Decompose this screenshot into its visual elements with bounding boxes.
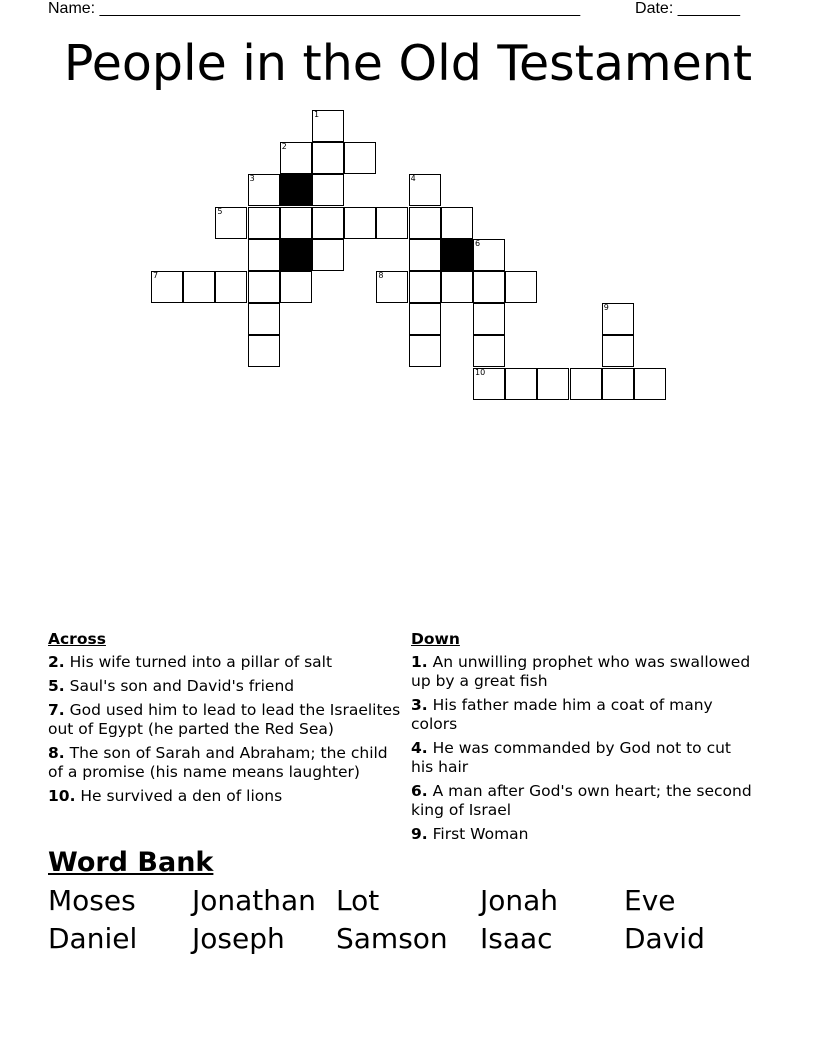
clue-number-label: 5 bbox=[217, 206, 223, 216]
clue-text: A man after God's own heart; the second king of Israel bbox=[411, 782, 752, 819]
name-field-label: Name: ______________________________________________________ bbox=[48, 0, 581, 17]
page-title: People in the Old Testament bbox=[63, 35, 753, 92]
crossword-block bbox=[280, 174, 312, 206]
crossword-cell[interactable] bbox=[505, 368, 537, 400]
clue-number-label: 2 bbox=[281, 142, 287, 152]
clue-number: 4. bbox=[411, 739, 428, 757]
crossword-cell[interactable] bbox=[602, 335, 634, 367]
crossword-cell[interactable] bbox=[312, 239, 344, 271]
across-clue-7 bbox=[48, 701, 403, 739]
clue-number: 10. bbox=[48, 787, 76, 805]
crossword-cell[interactable] bbox=[473, 303, 505, 335]
crossword-cell[interactable] bbox=[409, 271, 441, 303]
clue-text: He survived a den of lions bbox=[80, 787, 283, 805]
word-bank-word: Daniel bbox=[48, 922, 138, 955]
crossword-cell[interactable] bbox=[634, 368, 666, 400]
clue-text: An unwilling prophet who was swallowed up by a great fish bbox=[411, 653, 751, 690]
clue-number: 1. bbox=[411, 653, 428, 671]
crossword-block bbox=[441, 239, 473, 271]
word-bank-word: Eve bbox=[624, 884, 676, 917]
clue-number: 5. bbox=[48, 677, 65, 695]
crossword-cell[interactable] bbox=[183, 271, 215, 303]
crossword-cell[interactable] bbox=[441, 271, 473, 303]
crossword-cell[interactable] bbox=[473, 368, 505, 400]
crossword-cell[interactable] bbox=[473, 335, 505, 367]
clue-number: 7. bbox=[48, 701, 65, 719]
crossword-cell[interactable] bbox=[344, 142, 376, 174]
clue-text: The son of Sarah and Abraham; the child of a promise (his name means laughter) bbox=[48, 744, 388, 781]
clue-number-label: 6 bbox=[475, 238, 481, 248]
word-bank-word: Lot bbox=[336, 884, 380, 917]
down-clues bbox=[411, 630, 756, 849]
crossword-cell[interactable] bbox=[409, 303, 441, 335]
clue-number: 6. bbox=[411, 782, 428, 800]
crossword-cell[interactable] bbox=[280, 142, 312, 174]
crossword-cell[interactable] bbox=[248, 303, 280, 335]
clue-number-label: 7 bbox=[153, 271, 159, 280]
crossword-cell[interactable] bbox=[409, 335, 441, 367]
crossword-cell[interactable] bbox=[602, 368, 634, 400]
down-clue-1 bbox=[411, 653, 756, 691]
word-bank-word: Isaac bbox=[480, 922, 553, 955]
clue-text: First Woman bbox=[432, 825, 529, 843]
crossword-cell[interactable] bbox=[376, 271, 408, 303]
crossword-cell[interactable] bbox=[409, 174, 441, 206]
clue-text: His wife turned into a pillar of salt bbox=[69, 653, 333, 671]
down-clue-3 bbox=[411, 696, 756, 734]
crossword-cell[interactable] bbox=[473, 271, 505, 303]
down-clue-6 bbox=[411, 782, 756, 820]
clue-text: He was commanded by God not to cut his hair bbox=[411, 739, 732, 776]
clue-text: God used him to lead to lead the Israelites out of Egypt (he parted the Red Sea) bbox=[48, 701, 401, 738]
clue-number-label: 1 bbox=[314, 110, 320, 119]
clue-number-label: 10 bbox=[475, 367, 486, 377]
crossword-cell[interactable] bbox=[248, 174, 280, 206]
crossword-cell[interactable] bbox=[537, 368, 569, 400]
crossword-cell[interactable] bbox=[248, 271, 280, 303]
clue-number: 9. bbox=[411, 825, 428, 843]
crossword-cell[interactable] bbox=[376, 207, 408, 239]
crossword-cell[interactable] bbox=[344, 207, 376, 239]
across-clues bbox=[48, 630, 403, 811]
clue-number-label: 9 bbox=[603, 303, 609, 313]
down-clue-9 bbox=[411, 825, 756, 844]
across-clue-10 bbox=[48, 787, 403, 806]
crossword-cell[interactable] bbox=[280, 271, 312, 303]
crossword-cell[interactable] bbox=[312, 207, 344, 239]
word-bank-word: David bbox=[624, 922, 705, 955]
crossword-cell[interactable] bbox=[280, 207, 312, 239]
across-heading: Across bbox=[48, 630, 106, 648]
crossword-cell[interactable] bbox=[505, 271, 537, 303]
clue-number-label: 4 bbox=[410, 174, 416, 184]
word-bank-word: Joseph bbox=[192, 922, 285, 955]
clue-number: 3. bbox=[411, 696, 428, 714]
crossword-cell[interactable] bbox=[151, 271, 183, 303]
word-bank-word: Moses bbox=[48, 884, 136, 917]
crossword-cell[interactable] bbox=[441, 207, 473, 239]
crossword-cell[interactable] bbox=[602, 303, 634, 335]
clue-number-label: 8 bbox=[378, 271, 384, 280]
clue-number: 8. bbox=[48, 744, 65, 762]
clue-text: His father made him a coat of many colors bbox=[411, 696, 713, 733]
clue-number-label: 3 bbox=[249, 174, 255, 184]
word-bank-word: Jonathan bbox=[192, 884, 316, 917]
across-clue-5 bbox=[48, 677, 403, 696]
across-clue-8 bbox=[48, 744, 403, 782]
crossword-cell[interactable] bbox=[215, 271, 247, 303]
crossword-cell[interactable] bbox=[570, 368, 602, 400]
clue-number: 2. bbox=[48, 653, 65, 671]
date-field-label: Date: _______ bbox=[635, 0, 740, 17]
crossword-grid bbox=[0, 0, 816, 420]
crossword-cell[interactable] bbox=[473, 239, 505, 271]
crossword-cell[interactable] bbox=[409, 207, 441, 239]
crossword-cell[interactable] bbox=[312, 110, 344, 142]
crossword-cell[interactable] bbox=[312, 142, 344, 174]
crossword-block bbox=[280, 239, 312, 271]
down-heading: Down bbox=[411, 630, 460, 648]
word-bank-word: Samson bbox=[336, 922, 448, 955]
crossword-cell[interactable] bbox=[248, 335, 280, 367]
crossword-cell[interactable] bbox=[215, 207, 247, 239]
word-bank-title: Word Bank bbox=[48, 847, 214, 878]
word-bank-word: Jonah bbox=[480, 884, 559, 917]
crossword-cell[interactable] bbox=[248, 207, 280, 239]
crossword-cell[interactable] bbox=[312, 174, 344, 206]
clue-text: Saul's son and David's friend bbox=[69, 677, 295, 695]
crossword-cell[interactable] bbox=[409, 239, 441, 271]
down-clue-4 bbox=[411, 739, 756, 777]
across-clue-2 bbox=[48, 653, 403, 672]
crossword-cell[interactable] bbox=[248, 239, 280, 271]
